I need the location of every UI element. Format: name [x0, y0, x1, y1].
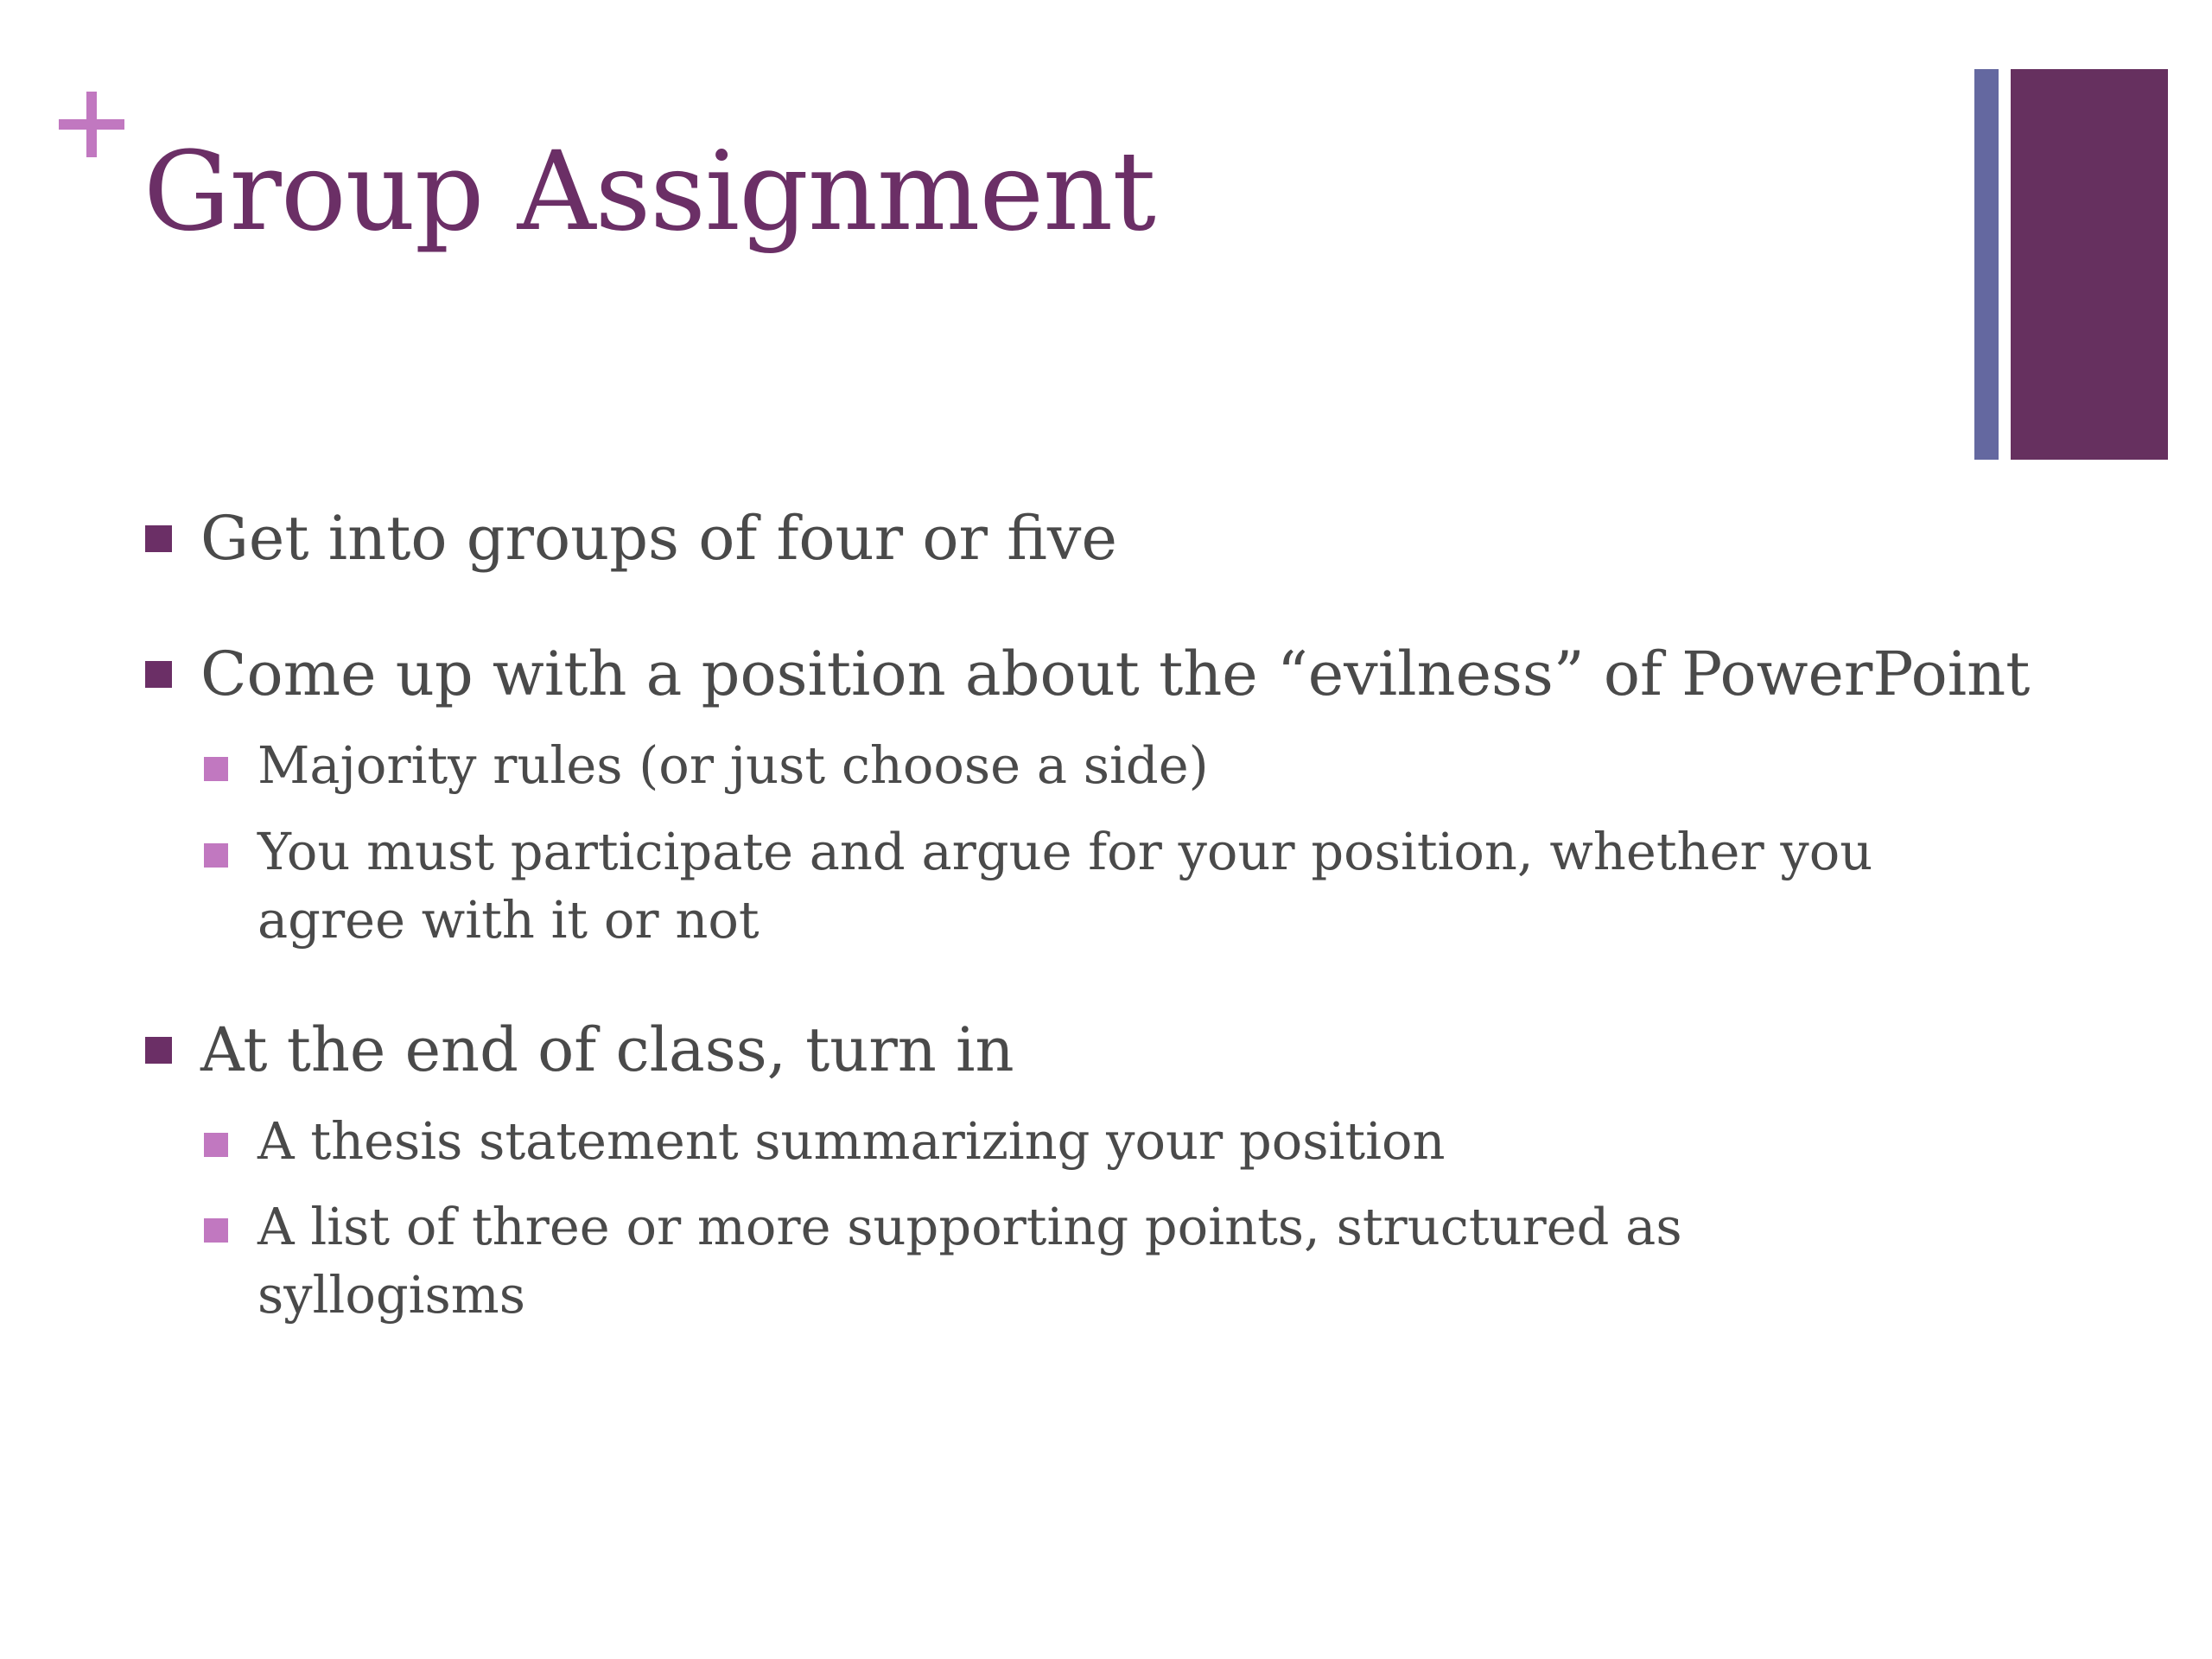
sub-bullet-text: Majority rules (or just choose a side) [257, 735, 1209, 795]
bullet-item [145, 1007, 1014, 1093]
sub-bullet-item [204, 1192, 1916, 1329]
sub-bullet-item [204, 1107, 1916, 1175]
sub-bullet-text: A list of three or more supporting points, structured as syllogisms [257, 1197, 1682, 1325]
slide-title: Group Assignment [143, 128, 1155, 255]
square-bullet-icon [145, 525, 172, 552]
bullet-text: Get into groups of four or five [200, 503, 1117, 574]
square-bullet-icon [204, 757, 228, 781]
sub-bullet-text: You must participate and argue for your position, whether you agree with it or not [257, 822, 1873, 950]
bullet-text: At the end of class, turn in [200, 1014, 1014, 1085]
square-bullet-icon [145, 1037, 172, 1064]
bullet-item [145, 631, 2030, 717]
sub-bullet-item [204, 731, 1916, 799]
square-bullet-icon [204, 1218, 228, 1243]
bullet-item [145, 495, 1117, 582]
decorative-bar-wide [2011, 69, 2168, 460]
square-bullet-icon [145, 661, 172, 688]
plus-icon [59, 92, 124, 157]
sub-bullet-item [204, 817, 1916, 954]
square-bullet-icon [204, 1133, 228, 1157]
bullet-text: Come up with a position about the “evilness” of PowerPoint [200, 639, 2031, 709]
square-bullet-icon [204, 843, 228, 868]
decorative-bar-thin [1974, 69, 1999, 460]
sub-bullet-text: A thesis statement summarizing your position [257, 1111, 1446, 1171]
